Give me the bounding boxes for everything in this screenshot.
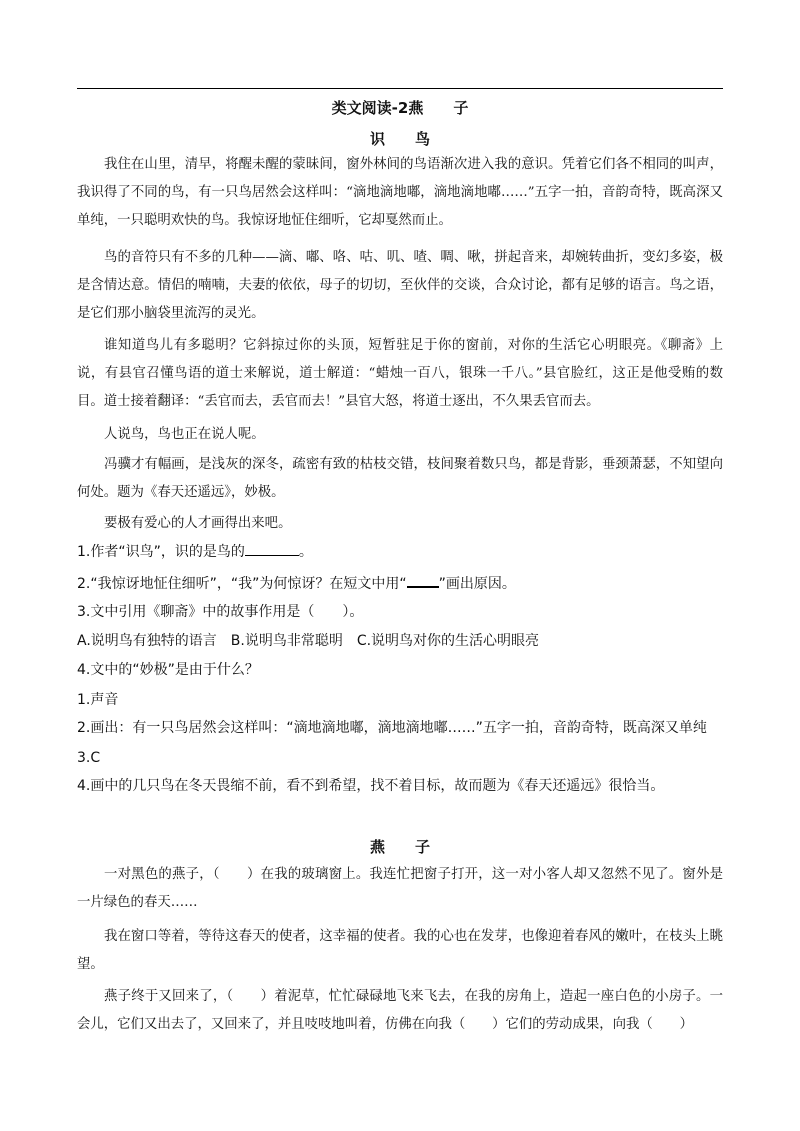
passage1-paragraph-3: 谁知道鸟儿有多聪明？它斜掠过你的头顶，短暂驻足于你的窗前，对你的生活它心明眼亮。《聊斋》上说，有县官召懂鸟语的道士来解说，道士解道：“蜡烛一百八，银珠一千八。”县官脸红，这正是他受贿的数目。道士接着翻译：“丢官而去，丢官而去！”县官大怒，将道士逐出，不久果丢官而去。 [77, 338, 723, 409]
question-3: 3.文中引用《聊斋》中的故事作用是（ ）。 [77, 604, 364, 620]
question-2-end: ”画出原因。 [438, 576, 516, 592]
question-1 [77, 542, 723, 562]
answer-2: 2.画出：有一只鸟居然会这样叫：“滴地滴地嘟，滴地滴地嘟……”五字一拍，音韵奇特，既高深又单纯 [77, 720, 707, 736]
question-2-text: 2.“我惊讶地怔住细听”，“我”为何惊讶？在短文中用“ [77, 576, 407, 592]
passage1-paragraph-1: 我住在山里，清早，将醒未醒的蒙昧间，窗外林间的鸟语渐次进入我的意识。凭着它们各不相同的叫声，我识得了不同的鸟，有一只鸟居然会这样叫：“滴地滴地嘟，滴地滴地嘟……”五字一拍，音韵奇特，既高深又单纯，一只聪明欢快的鸟。我惊讶地怔住细听，它却戛然而止。 [77, 157, 723, 228]
passage1-paragraph-4: 人说鸟，鸟也正在说人呢。 [104, 427, 265, 442]
passage2-paragraph-2: 我在窗口等着，等待这春天的使者，这幸福的使者。我的心也在发芽，也像迎着春风的嫩叶，在枝头上眺望。 [77, 929, 723, 972]
document-header: 类文阅读-2燕 子 [331, 99, 469, 117]
underline-mark [407, 574, 439, 588]
passage1-paragraph-2: 鸟的音符只有不多的几种——滴、嘟、咯、咕、叽、喳、啁、啾，拼起音来，却婉转曲折，变幻多姿，极是含情达意。情侣的喃喃，夫妻的依依，母子的切切，至伙伴的交谈，合众讨论，都有足够的语言。鸟之语，是它们那小脑袋里流泻的灵光。 [77, 250, 723, 321]
question-4: 4.文中的“妙极”是由于什么？ [77, 662, 259, 678]
question-3-options: A.说明鸟有独特的语言 B.说明鸟非常聪明 C.说明鸟对你的生活心明眼亮 [77, 633, 540, 649]
passage2-title: 燕 子 [369, 838, 430, 856]
passage1-paragraph-6: 要极有爱心的人才画得出来吧。 [104, 516, 292, 531]
header-rule [77, 88, 723, 89]
answer-4: 4.画中的几只鸟在冬天畏缩不前，看不到希望，找不着目标，故而题为《春天还遥远》很恰当。 [77, 778, 665, 794]
answer-blank[interactable] [245, 543, 299, 556]
passage1-paragraph-5: 冯骥才有幅画，是浅灰的深冬，疏密有致的枯枝交错，枝间聚着数只鸟，都是背影，垂颈萧瑟，不知望向何处。题为《春天还遥远》，妙极。 [77, 457, 723, 500]
question-1-end: 。 [298, 544, 313, 560]
answer-3: 3.C [77, 750, 101, 766]
passage2-paragraph-1: 一对黑色的燕子，（ ）在我的玻璃窗上。我连忙把窗子打开，这一对小客人却又忽然不见了。窗外是一片绿色的春天…… [77, 867, 723, 910]
passage2-paragraph-3: 燕子终于又回来了，（ ）着泥草，忙忙碌碌地飞来飞去，在我的房角上，造起一座白色的小房子。一会儿，它们又出去了，又回来了，并且吱吱地叫着，仿佛在向我（ ）它们的劳动成果，向我（ ） [77, 989, 723, 1032]
question-1-text: 1.作者“识鸟”，识的是鸟的 [77, 544, 245, 560]
passage1-title: 识 鸟 [369, 130, 430, 148]
question-2 [77, 574, 723, 594]
answer-1: 1.声音 [77, 692, 119, 708]
